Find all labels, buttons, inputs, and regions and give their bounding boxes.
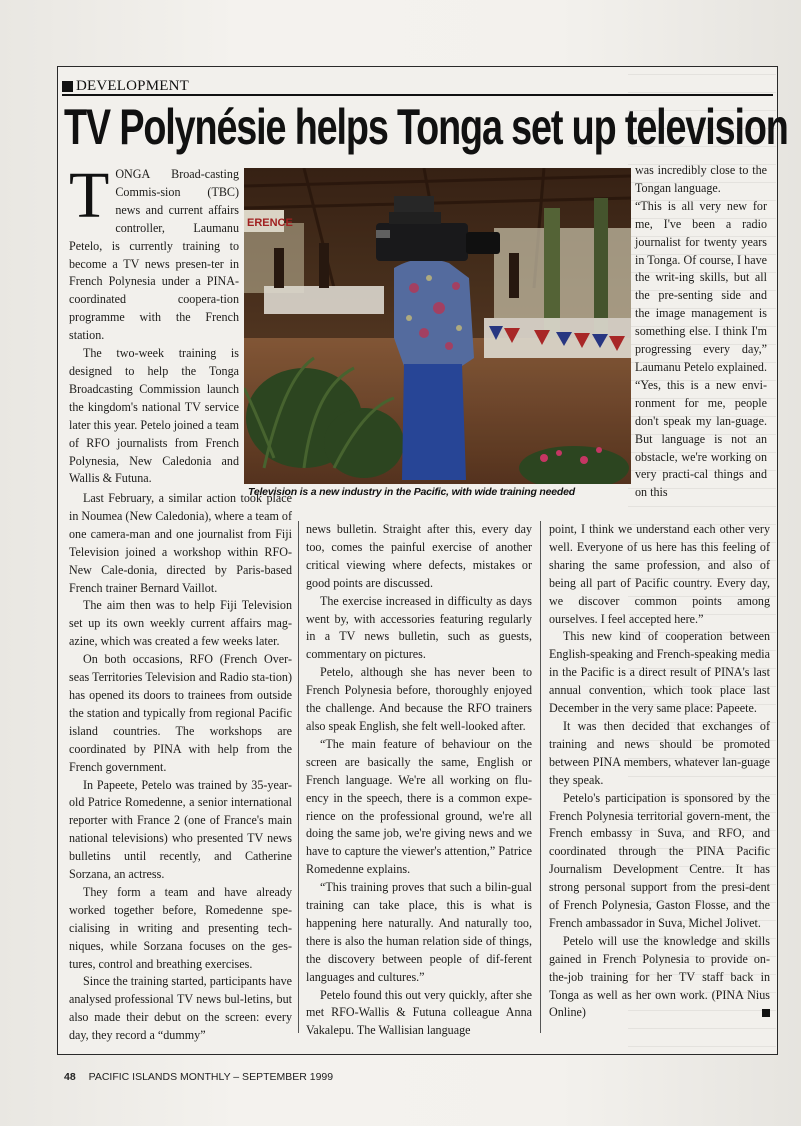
paragraph: Petelo found this out very quickly, after she met RFO-Wallis & Futuna colleague Anna Vakalepu. The Wallisian language (306, 987, 532, 1038)
svg-text:ERENCE: ERENCE (247, 217, 293, 229)
article-column-1 (69, 159, 239, 488)
paragraph: “This training proves that such a bilin-gual training can take place, this is what is happening here naturally. And naturally too, there is also the human relation side of things, the discovery between people of dif-ferent languages and cultures.” (306, 880, 532, 984)
article-column-3 (635, 162, 767, 502)
section-label (62, 77, 189, 95)
photo-cameraman-illustration (244, 168, 631, 484)
publication-line: PACIFIC ISLANDS MONTHLY – SEPTEMBER 1999 (88, 1071, 334, 1083)
drop-cap: T (69, 159, 110, 232)
paragraph: On both occasions, RFO (French Over-seas Territories Television and Radio sta-tion) has opened its doors to trainees from outside the station and typically from regional Pacific island countries. The workshops are coordinated by PINA with help from the French government. (69, 652, 292, 774)
article-column-3-continued (549, 521, 770, 1022)
paragraph: Since the training started, participants have analysed professional TV news bul-letins, but also made their debut on the screen: every day, they record a “dummy” (69, 974, 292, 1043)
paragraph: It was then decided that exchanges of training and news should be promoted between PINA members, whatever lan-guage they speak. (549, 718, 770, 787)
section-label-text: DEVELOPMENT (76, 77, 190, 94)
article-column-2 (306, 521, 532, 1040)
paragraph: They form a team and have already worked together before, Romedenne spe-cialising in writing and presenting tech-niques, while Sorzana focuses on the ges-tures, control and breathing exercises. (69, 884, 292, 971)
photo-caption: Television is a new industry in the Pacific, with wide training needed (248, 486, 575, 498)
article-photo (244, 168, 631, 484)
column-divider (298, 521, 299, 1033)
paragraph: The aim then was to help Fiji Television set up its own weekly current affairs mag-azine, which was created a few weeks later. (69, 598, 292, 649)
paragraph (549, 933, 770, 1023)
paragraph: “Yes, this is a new envi-ronment for me, people don't speak my lan-guage. But language is not an obstacle, we're working on very practi-cal things and on this (635, 377, 767, 500)
paragraph: This new kind of cooperation between English-speaking and French-speaking media in the Pacific is a direct result of PINA's last annual convention, which took place last December in the very same place: Papeete. (549, 629, 770, 716)
paragraph: “This is all very new for me, I've been a radio journalist for twenty years in Tonga. Of course, I have the writ-ing skills, but all the pre-senting side and the image management is something else. I think I'm progressing every day,” Laumanu Petelo explained. (635, 198, 767, 374)
paragraph: In Papeete, Petelo was trained by 35-year-old Patrice Romedenne, a senior international reporter with France 2 (one of France's main national televisions) who presented TV news bulletins until recently, and Catherine Sorzana, an actress. (69, 777, 292, 882)
paragraph-text: Petelo will use the knowledge and skills gained in French Polynesia to provide on-the-job training for her TV staff back in Tonga as well as her own work. (PINA Nius Online) (549, 933, 770, 1020)
article-column-1-continued (69, 490, 292, 1045)
paragraph: news bulletin. Straight after this, every day too, comes the painful exercise of another critical viewing where defects, mistakes or good points are discussed. (306, 522, 532, 590)
paragraph: ONGA Broad-casting Commis-sion (TBC) news and current affairs controller, Laumanu Petelo, is currently training to become a TV news presen-ter in French Polynesia under a PINA-coordinated coopera-tion programme with the French station. (69, 167, 239, 343)
paragraph: The exercise increased in difficulty as days went by, with accessories featuring regularly in a TV news bulletin, such as guests, commentary on pictures. (306, 593, 532, 662)
paragraph: “The main feature of behaviour on the screen are basically the same, English or French language. We're all working on flu-ency in the speech, there is a common expe-rience on the professional ground, we're all doing the same job, we're giving news and we have to capture the viewer's attention,” Patrice Romedenne explains. (306, 736, 532, 877)
paragraph: was incredibly close to the Tongan language. (635, 163, 767, 195)
end-of-article-mark-icon (762, 1009, 770, 1017)
paragraph: point, I think we understand each other very well. Everyone of us here has this feeling of sharing the same profession, and also of being all part of Pacific country. Every day, we discover common points among ourselves. I feel accepted here.” (549, 522, 770, 626)
column-divider (540, 521, 541, 1033)
paragraph: Petelo, although she has never been to French Polynesia before, thoroughly enjoyed the challenge. And because the RFO trainers also speak English, she felt well-looked after. (306, 665, 532, 733)
headline: TV Polynésie helps Tonga set up television (64, 99, 788, 155)
paragraph: Petelo's participation is sponsored by the French Polynesia territorial govern-ment, the French embassy in Suva, and RFO, and coordinated through the PINA Pacific Journalism Development Centre. It has strong personal support from the presi-dent of French Polynesia, Gaston Flosse, and the French ambassador in Suva, Michel Jolivet. (549, 790, 770, 930)
paragraph: Last February, a similar action took place in Noumea (New Caledonia), where a team of one camera-man and one journalist from Fiji Television joined a workshop within RFO-New Cale-donia, directed by Paris-based French trainer Bernard Vaillot. (69, 491, 292, 595)
paragraph: The two-week training is designed to help the Tonga Broadcasting Commission launch the kingdom's national TV service later this year. Petelo joined a team of RFO journalists from French Polynesia, New Caledonia and Wallis & Futuna. (69, 346, 239, 486)
page-footer (64, 1071, 333, 1087)
section-square-icon (62, 81, 73, 92)
page-number: 48 (64, 1071, 76, 1083)
